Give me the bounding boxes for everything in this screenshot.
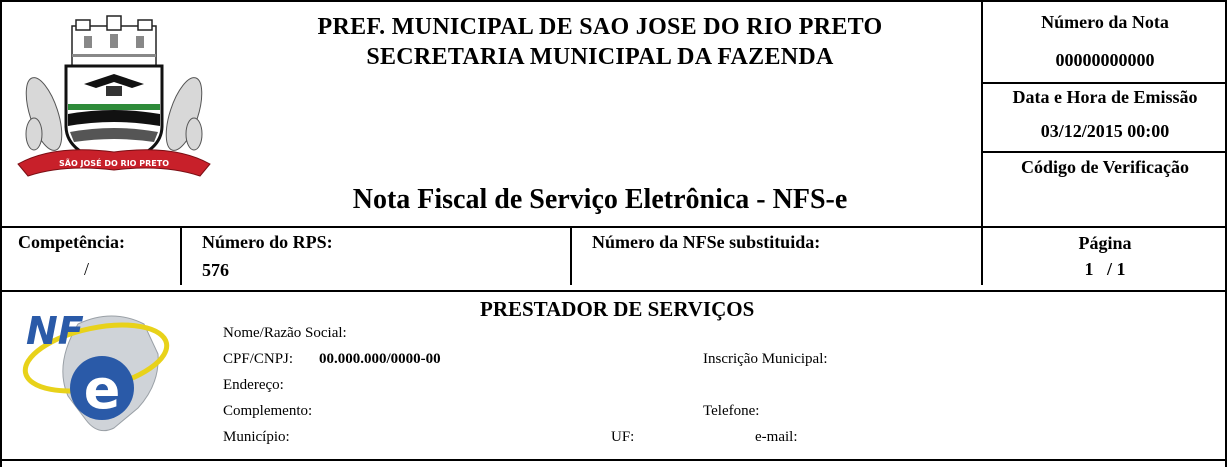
frame-top-border bbox=[0, 0, 1227, 2]
email-label: e-mail: bbox=[755, 429, 798, 445]
header-bottom-border bbox=[0, 226, 1227, 228]
document-title: Nota Fiscal de Serviço Eletrônica - NFS-e bbox=[352, 184, 848, 215]
header-title-line2: SECRETARIA MUNICIPAL DA FAZENDA bbox=[366, 44, 834, 70]
uf-label: UF: bbox=[611, 429, 635, 445]
municipio-label: Município: bbox=[223, 429, 290, 445]
nfe-logo-e-text: e bbox=[83, 358, 121, 421]
competencia-value: / bbox=[84, 259, 90, 279]
pagina-current: 1 bbox=[1084, 259, 1094, 279]
pagina-total: 1 bbox=[1116, 259, 1126, 279]
nfe-logo-nf-text: NF bbox=[26, 309, 84, 353]
info-divider-2 bbox=[570, 227, 572, 285]
header-title-line1: PREF. MUNICIPAL DE SAO JOSE DO RIO PRETO bbox=[317, 14, 883, 40]
cpf-value: 00.000.000/0000-00 bbox=[319, 351, 441, 367]
endereco-label: Endereço: bbox=[223, 377, 284, 393]
pagina-label: Página bbox=[1078, 233, 1132, 253]
competencia-label: Competência: bbox=[18, 232, 125, 252]
verificacao-label: Código de Verificação bbox=[1021, 157, 1189, 177]
note-box-divider-1 bbox=[981, 82, 1227, 84]
telefone-label: Telefone: bbox=[703, 403, 760, 419]
note-box-left-border bbox=[981, 0, 983, 227]
nfse-substituida-label: Número da NFSe substituida: bbox=[592, 232, 821, 252]
nome-label: Nome/Razão Social: bbox=[223, 325, 347, 341]
frame-left-border bbox=[0, 0, 2, 467]
pagina-separator: / bbox=[1106, 259, 1112, 279]
prestador-bottom-border bbox=[0, 459, 1227, 461]
crest-banner-text: SÃO JOSÉ DO RIO PRETO bbox=[58, 159, 170, 168]
rps-label: Número do RPS: bbox=[202, 232, 333, 252]
nfe-logo bbox=[20, 300, 170, 440]
emissao-label: Data e Hora de Emissão bbox=[1012, 87, 1198, 107]
pagina-counter bbox=[983, 259, 1227, 280]
city-crest bbox=[14, 14, 214, 194]
info-divider-1 bbox=[180, 227, 182, 285]
inscricao-municipal-label: Inscrição Municipal: bbox=[703, 351, 828, 367]
emissao-value: 03/12/2015 00:00 bbox=[1040, 121, 1170, 141]
cpf-label: CPF/CNPJ: bbox=[223, 351, 294, 367]
rps-value: 576 bbox=[202, 260, 229, 280]
info-row-bottom-border bbox=[0, 290, 1227, 292]
numero-nota-label: Número da Nota bbox=[1041, 12, 1169, 32]
note-box-divider-2 bbox=[981, 151, 1227, 153]
complemento-label: Complemento: bbox=[223, 403, 313, 419]
numero-nota-value: 00000000000 bbox=[1055, 50, 1155, 70]
prestador-section-title: PRESTADOR DE SERVIÇOS bbox=[480, 297, 755, 321]
